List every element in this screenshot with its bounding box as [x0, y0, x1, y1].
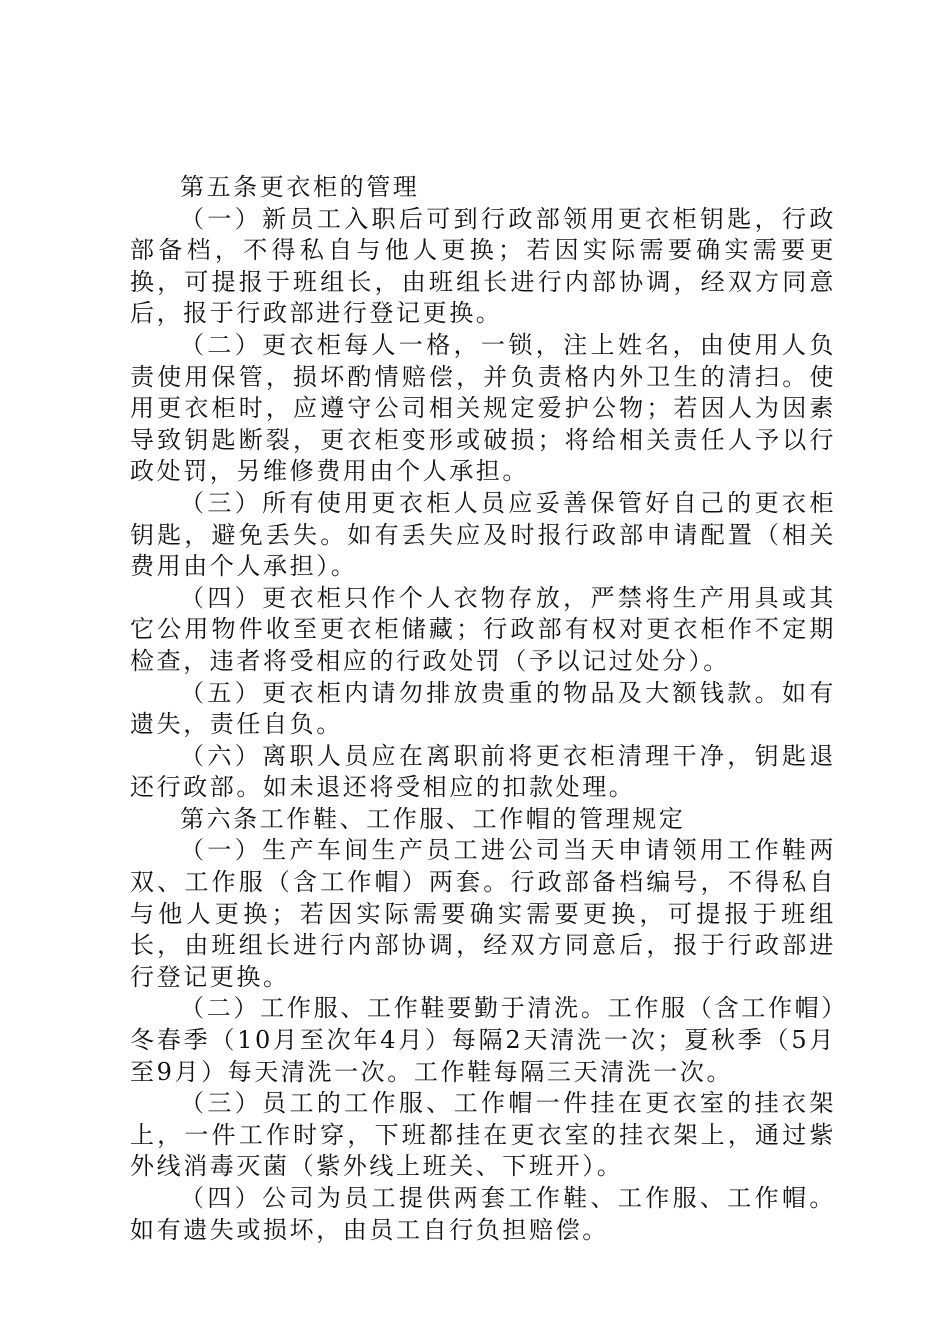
article-5-clause-3: （三）所有使用更衣柜人员应妥善保管好自己的更衣柜钥匙，避免丢失。如有丢失应及时报行政部申请配置（相关费用由个人承担）。: [130, 488, 836, 581]
article-5-clause-2: （二）更衣柜每人一格，一锁，注上姓名，由使用人负责使用保管，损坏酌情赔偿，并负责格内外卫生的清扫。使用更衣柜时，应遵守公司相关规定爱护公物；若因人为因素导致钥匙断裂，更衣柜变形或破损；将给相关责任人予以行政处罚，另维修费用由个人承担。: [130, 330, 836, 486]
article-5-clause-4: （四）更衣柜只作个人衣物存放，严禁将生产用具或其它公用物件收至更衣柜储藏；行政部有权对更衣柜作不定期检查，违者将受相应的行政处罚（予以记过处分）。: [130, 583, 836, 675]
article-5-heading: 第五条更衣柜的管理: [180, 173, 420, 201]
article-6-clause-2: （二）工作服、工作鞋要勤于清洗。工作服（含工作帽）冬春季（10月至次年4月）每隔2天清洗一次；夏秋季（5月至9月）每天清洗一次。工作鞋每隔三天清洗一次。: [130, 994, 836, 1086]
article-6-clause-3: （三）员工的工作服、工作帽一件挂在更衣室的挂衣架上，一件工作时穿，下班都挂在更衣室的挂衣架上，通过紫外线消毒灭菌（紫外线上班关、下班开）。: [130, 1089, 836, 1181]
article-5-clause-6: （六）离职人员应在离职前将更衣柜清理干净，钥匙退还行政部。如未退还将受相应的扣款处理。: [130, 741, 836, 802]
article-6-clause-1: （一）生产车间生产员工进公司当天申请领用工作鞋两双、工作服（含工作帽）两套。行政部备档编号，不得私自与他人更换；若因实际需要确实需要更换，可提报于班组长，由班组长进行内部协调，经双方同意后，报于行政部进行登记更换。: [130, 836, 836, 991]
article-6-heading: 第六条工作鞋、工作服、工作帽的管理规定: [180, 804, 686, 833]
document-body: [130, 172, 836, 1246]
article-6-clause-4: （四）公司为员工提供两套工作鞋、工作服、工作帽。如有遗失或损坏，由员工自行负担赔偿。: [130, 1184, 836, 1244]
article-5-clause-1: （一）新员工入职后可到行政部领用更衣柜钥匙，行政部备档，不得私自与他人更换；若因实际需要确实需要更换，可提报于班组长，由班组长进行内部协调，经双方同意后，报于行政部进行登记更换。: [130, 204, 836, 328]
article-5-clause-5: （五）更衣柜内请勿排放贵重的物品及大额钱款。如有遗失，责任自负。: [130, 678, 836, 739]
